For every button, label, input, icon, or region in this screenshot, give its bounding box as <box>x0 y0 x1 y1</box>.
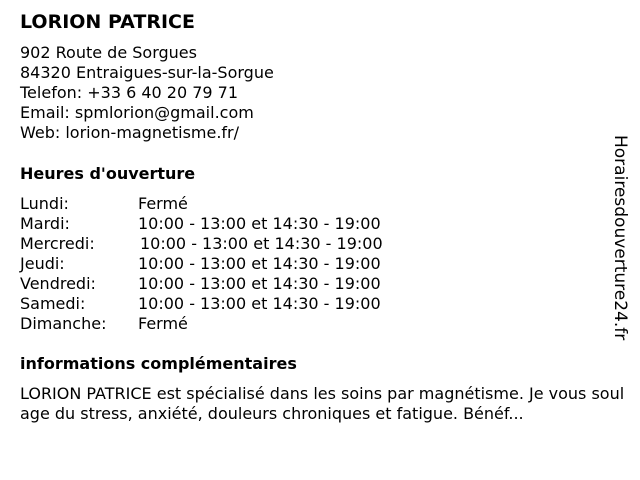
address-line-2: 84320 Entraigues-sur-la-Sorgue <box>20 63 274 82</box>
hours-time: 10:00 - 13:00 et 14:30 - 19:00 <box>138 274 381 293</box>
hours-day: Mardi: <box>20 214 70 233</box>
hours-day: Lundi: <box>20 194 69 213</box>
hours-time: 10:00 - 13:00 et 14:30 - 19:00 <box>138 254 381 273</box>
hours-heading: Heures d'ouverture <box>20 164 196 183</box>
contact-block <box>20 43 274 143</box>
phone-number: Telefon: +33 6 40 20 79 71 <box>20 83 239 102</box>
hours-day: Vendredi: <box>20 274 96 293</box>
hours-time: Fermé <box>138 194 188 213</box>
site-watermark: Horairesdouverture24.fr <box>610 135 630 341</box>
hours-day: Jeudi: <box>20 254 65 273</box>
address-line-1: 902 Route de Sorgues <box>20 43 197 62</box>
hours-day: Dimanche: <box>20 314 107 333</box>
hours-day: Samedi: <box>20 294 86 313</box>
hours-time: Fermé <box>138 314 188 333</box>
email-address: Email: spmlorion@gmail.com <box>20 103 254 122</box>
website: Web: lorion-magnetisme.fr/ <box>20 123 240 142</box>
hours-day: Mercredi: <box>20 234 95 253</box>
hours-time: 10:00 - 13:00 et 14:30 - 19:00 <box>138 294 381 313</box>
info-heading: informations complémentaires <box>20 354 297 373</box>
hours-time: 10:00 - 13:00 et 14:30 - 19:00 <box>138 214 381 233</box>
hours-time: 10:00 - 13:00 et 14:30 - 19:00 <box>140 234 383 253</box>
business-description: LORION PATRICE est spécialisé dans les soins par magnétisme. Je vous soulage du stress, anxiété, douleurs chroniques et fatigue. Bénéf... <box>20 384 625 423</box>
business-name: LORION PATRICE <box>20 11 195 33</box>
